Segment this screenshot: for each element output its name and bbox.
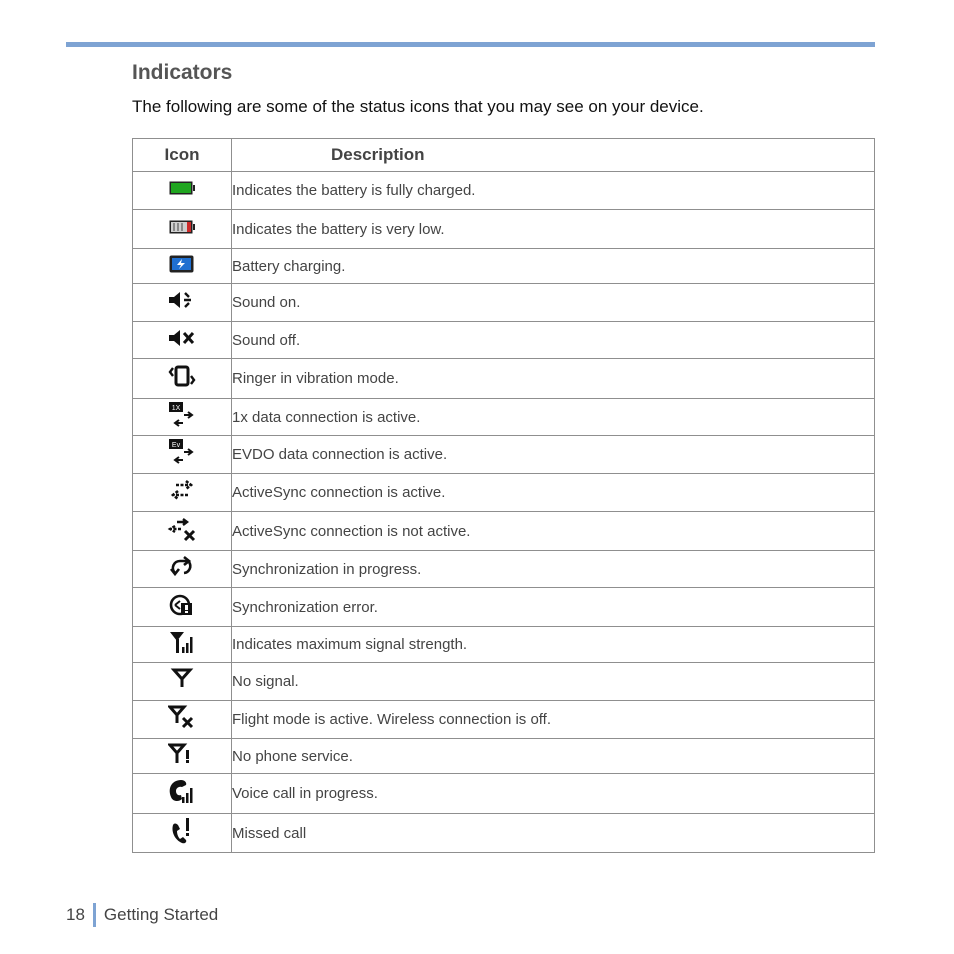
row-description: Indicates the battery is fully charged.: [232, 172, 875, 210]
svg-text:1X: 1X: [171, 404, 181, 412]
page-title: Indicators: [132, 61, 233, 84]
sound-on-icon: [167, 289, 197, 316]
table-row: [133, 436, 875, 474]
table-row: [133, 249, 875, 284]
table-row: [133, 701, 875, 739]
row-description: No signal.: [232, 663, 875, 701]
table-row: [133, 588, 875, 627]
evdo-data-icon: [168, 438, 196, 471]
row-description: Battery charging.: [232, 249, 875, 284]
indicators-table: [132, 138, 875, 853]
row-description: Synchronization error.: [232, 588, 875, 627]
signal-max-icon: [168, 629, 196, 660]
row-description: ActiveSync connection is not active.: [232, 512, 875, 551]
row-description: Missed call: [232, 814, 875, 853]
flight-mode-icon: [168, 704, 196, 735]
battery-charging-icon: [169, 255, 195, 278]
table-row: [133, 284, 875, 322]
no-signal-icon: [168, 667, 196, 696]
page-number: 18: [66, 905, 85, 924]
page-footer: [66, 903, 218, 927]
table-row: [133, 474, 875, 512]
top-rule: [66, 42, 875, 47]
table-row: [133, 210, 875, 249]
header-icon: Icon: [133, 139, 232, 172]
table-row: [133, 627, 875, 663]
row-description: Indicates maximum signal strength.: [232, 627, 875, 663]
table-header-row: [133, 139, 875, 172]
battery-full-icon: [169, 181, 195, 200]
svg-text:Ev: Ev: [171, 442, 181, 449]
sync-error-icon: [168, 592, 196, 623]
row-description: Sound on.: [232, 284, 875, 322]
table-row: [133, 663, 875, 701]
row-description: Voice call in progress.: [232, 774, 875, 814]
table-row: [133, 512, 875, 551]
activesync-inactive-icon: [167, 516, 197, 547]
row-description: No phone service.: [232, 739, 875, 774]
intro-text: The following are some of the status icons that you may see on your device.: [132, 97, 704, 116]
missed-call-icon: [168, 816, 196, 851]
row-description: EVDO data connection is active.: [232, 436, 875, 474]
1x-data-icon: [168, 401, 196, 434]
sync-progress-icon: [168, 555, 196, 584]
row-description: ActiveSync connection is active.: [232, 474, 875, 512]
row-description: Indicates the battery is very low.: [232, 210, 875, 249]
table-row: [133, 172, 875, 210]
row-description: Sound off.: [232, 322, 875, 359]
table-row: [133, 739, 875, 774]
no-service-icon: [168, 742, 196, 771]
battery-low-icon: [169, 220, 195, 239]
table-row: [133, 774, 875, 814]
table-row: [133, 322, 875, 359]
sound-off-icon: [167, 327, 197, 354]
row-description: Flight mode is active. Wireless connection is off.: [232, 701, 875, 739]
table-row: [133, 359, 875, 399]
footer-divider: [93, 903, 96, 927]
activesync-active-icon: [168, 478, 196, 507]
table-row: [133, 814, 875, 853]
row-description: Synchronization in progress.: [232, 551, 875, 588]
section-name: Getting Started: [103, 905, 219, 924]
header-description: Description: [232, 139, 875, 172]
table-row: [133, 551, 875, 588]
vibration-icon: [168, 364, 196, 393]
row-description: Ringer in vibration mode.: [232, 359, 875, 399]
row-description: 1x data connection is active.: [232, 399, 875, 436]
table-row: [133, 399, 875, 436]
voice-call-icon: [167, 777, 197, 810]
